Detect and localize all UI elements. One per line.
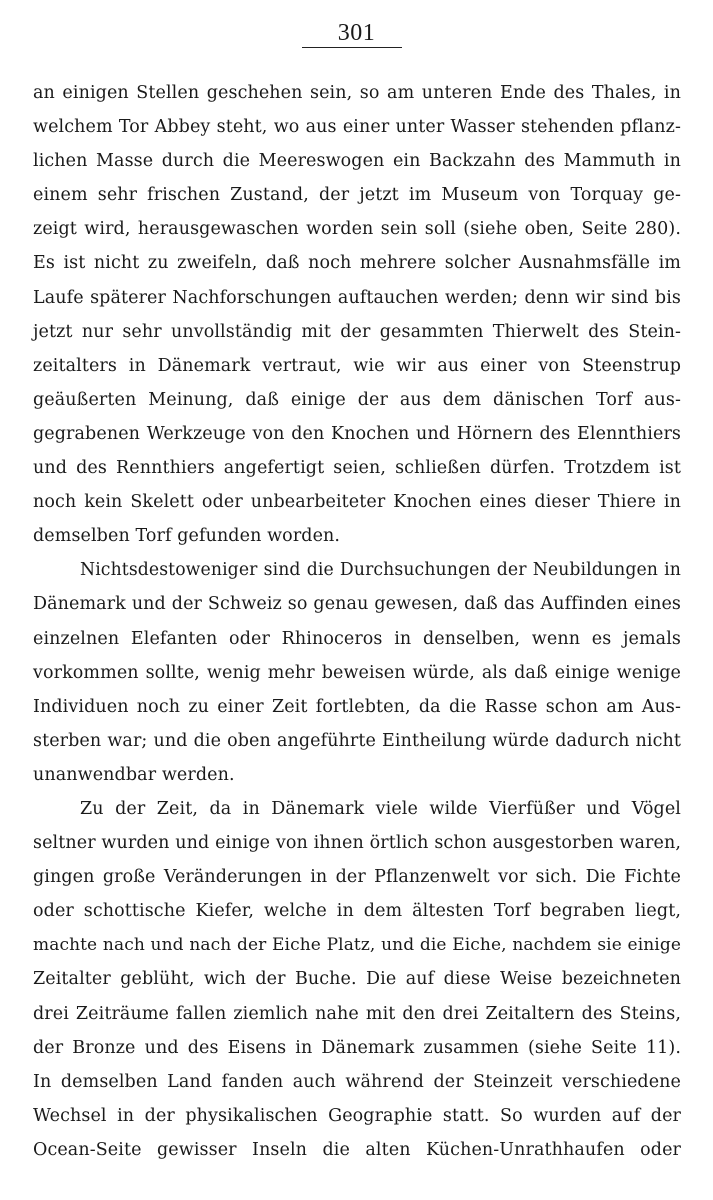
text-line: drei Zeiträume fallen ziemlich nahe mit den drei Zeitaltern des Steins, [33, 1003, 681, 1024]
paragraph-end-line: demselben Torf gefunden worden. [33, 526, 341, 547]
header-rule [302, 47, 402, 48]
text-line: lichen Masse durch die Meereswogen ein Backzahn des Mammuth in [33, 151, 681, 172]
text-line: oder schottische Kiefer, welche in dem ältesten Torf begraben liegt, [33, 901, 681, 922]
text-line: Wechsel in der physikalischen Geographie statt. So wurden auf der [33, 1105, 681, 1126]
text-line: zeitalters in Dänemark vertraut, wie wir aus einer von Steenstrup [33, 355, 681, 376]
text-line: machte nach und nach der Eiche Platz, und die Eiche, nachdem sie einige [33, 935, 681, 956]
text-line: Dänemark und der Schweiz so genau gewesen, daß das Auffinden eines [33, 594, 681, 615]
text-line: der Bronze und des Eisens in Dänemark zusammen (siehe Seite 11). [33, 1037, 681, 1058]
text-line: an einigen Stellen geschehen sein, so am unteren Ende des Thales, in [33, 83, 681, 103]
text-line: vorkommen sollte, wenig mehr beweisen würde, als daß einige wenige [33, 662, 681, 683]
text-line: zeigt wird, herausgewaschen worden sein soll (siehe oben, Seite 280). [33, 219, 681, 240]
text-line: Zeitalter geblüht, wich der Buche. Die auf diese Weise bezeichneten [33, 969, 681, 990]
text-line: Individuen noch zu einer Zeit fortlebten, da die Rasse schon am Aus- [33, 696, 681, 717]
paragraph-start-line: Nichtsdestoweniger sind die Durchsuchungen der Neubildungen in [80, 560, 681, 581]
text-line: sterben war; und die oben angeführte Eintheilung würde dadurch nicht [33, 730, 681, 751]
text-line: In demselben Land fanden auch während der Steinzeit verschiedene [33, 1071, 681, 1092]
paragraph-start-line: Zu der Zeit, da in Dänemark viele wilde Vierfüßer und Vögel [80, 798, 681, 819]
text-line: und des Rennthiers angefertigt seien, schließen dürfen. Trotzdem ist [33, 458, 681, 479]
text-line: Ocean-Seite gewisser Inseln die alten Küchen-Unrathhaufen oder [33, 1139, 681, 1160]
page-number: 301 [337, 20, 376, 46]
paragraph-end-line: unanwendbar werden. [33, 764, 235, 785]
text-line: jetzt nur sehr unvollständig mit der gesammten Thierwelt des Stein- [33, 321, 681, 342]
text-line: Laufe späterer Nachforschungen auftauchen werden; denn wir sind bis [33, 287, 681, 308]
body-text [33, 76, 681, 1167]
text-line: gegrabenen Werkzeuge von den Knochen und Hörnern des Elennthiers [33, 423, 681, 444]
text-line: welchem Tor Abbey steht, wo aus einer unter Wasser stehenden pflanz- [33, 117, 681, 138]
text-line: Es ist nicht zu zweifeln, daß noch mehrere solcher Ausnahmsfälle im [33, 253, 681, 274]
text-line: seltner wurden und einige von ihnen örtlich schon ausgestorben waren, [33, 833, 681, 854]
text-line: einem sehr frischen Zustand, der jetzt im Museum von Torquay ge- [33, 185, 681, 206]
text-line: einzelnen Elefanten oder Rhinoceros in denselben, wenn es jemals [33, 628, 681, 649]
text-line: noch kein Skelett oder unbearbeiteter Knochen eines dieser Thiere in [33, 492, 681, 513]
text-line: gingen große Veränderungen in der Pflanzenwelt vor sich. Die Fichte [33, 867, 681, 888]
text-line: geäußerten Meinung, daß einige der aus dem dänischen Torf aus- [33, 389, 681, 410]
